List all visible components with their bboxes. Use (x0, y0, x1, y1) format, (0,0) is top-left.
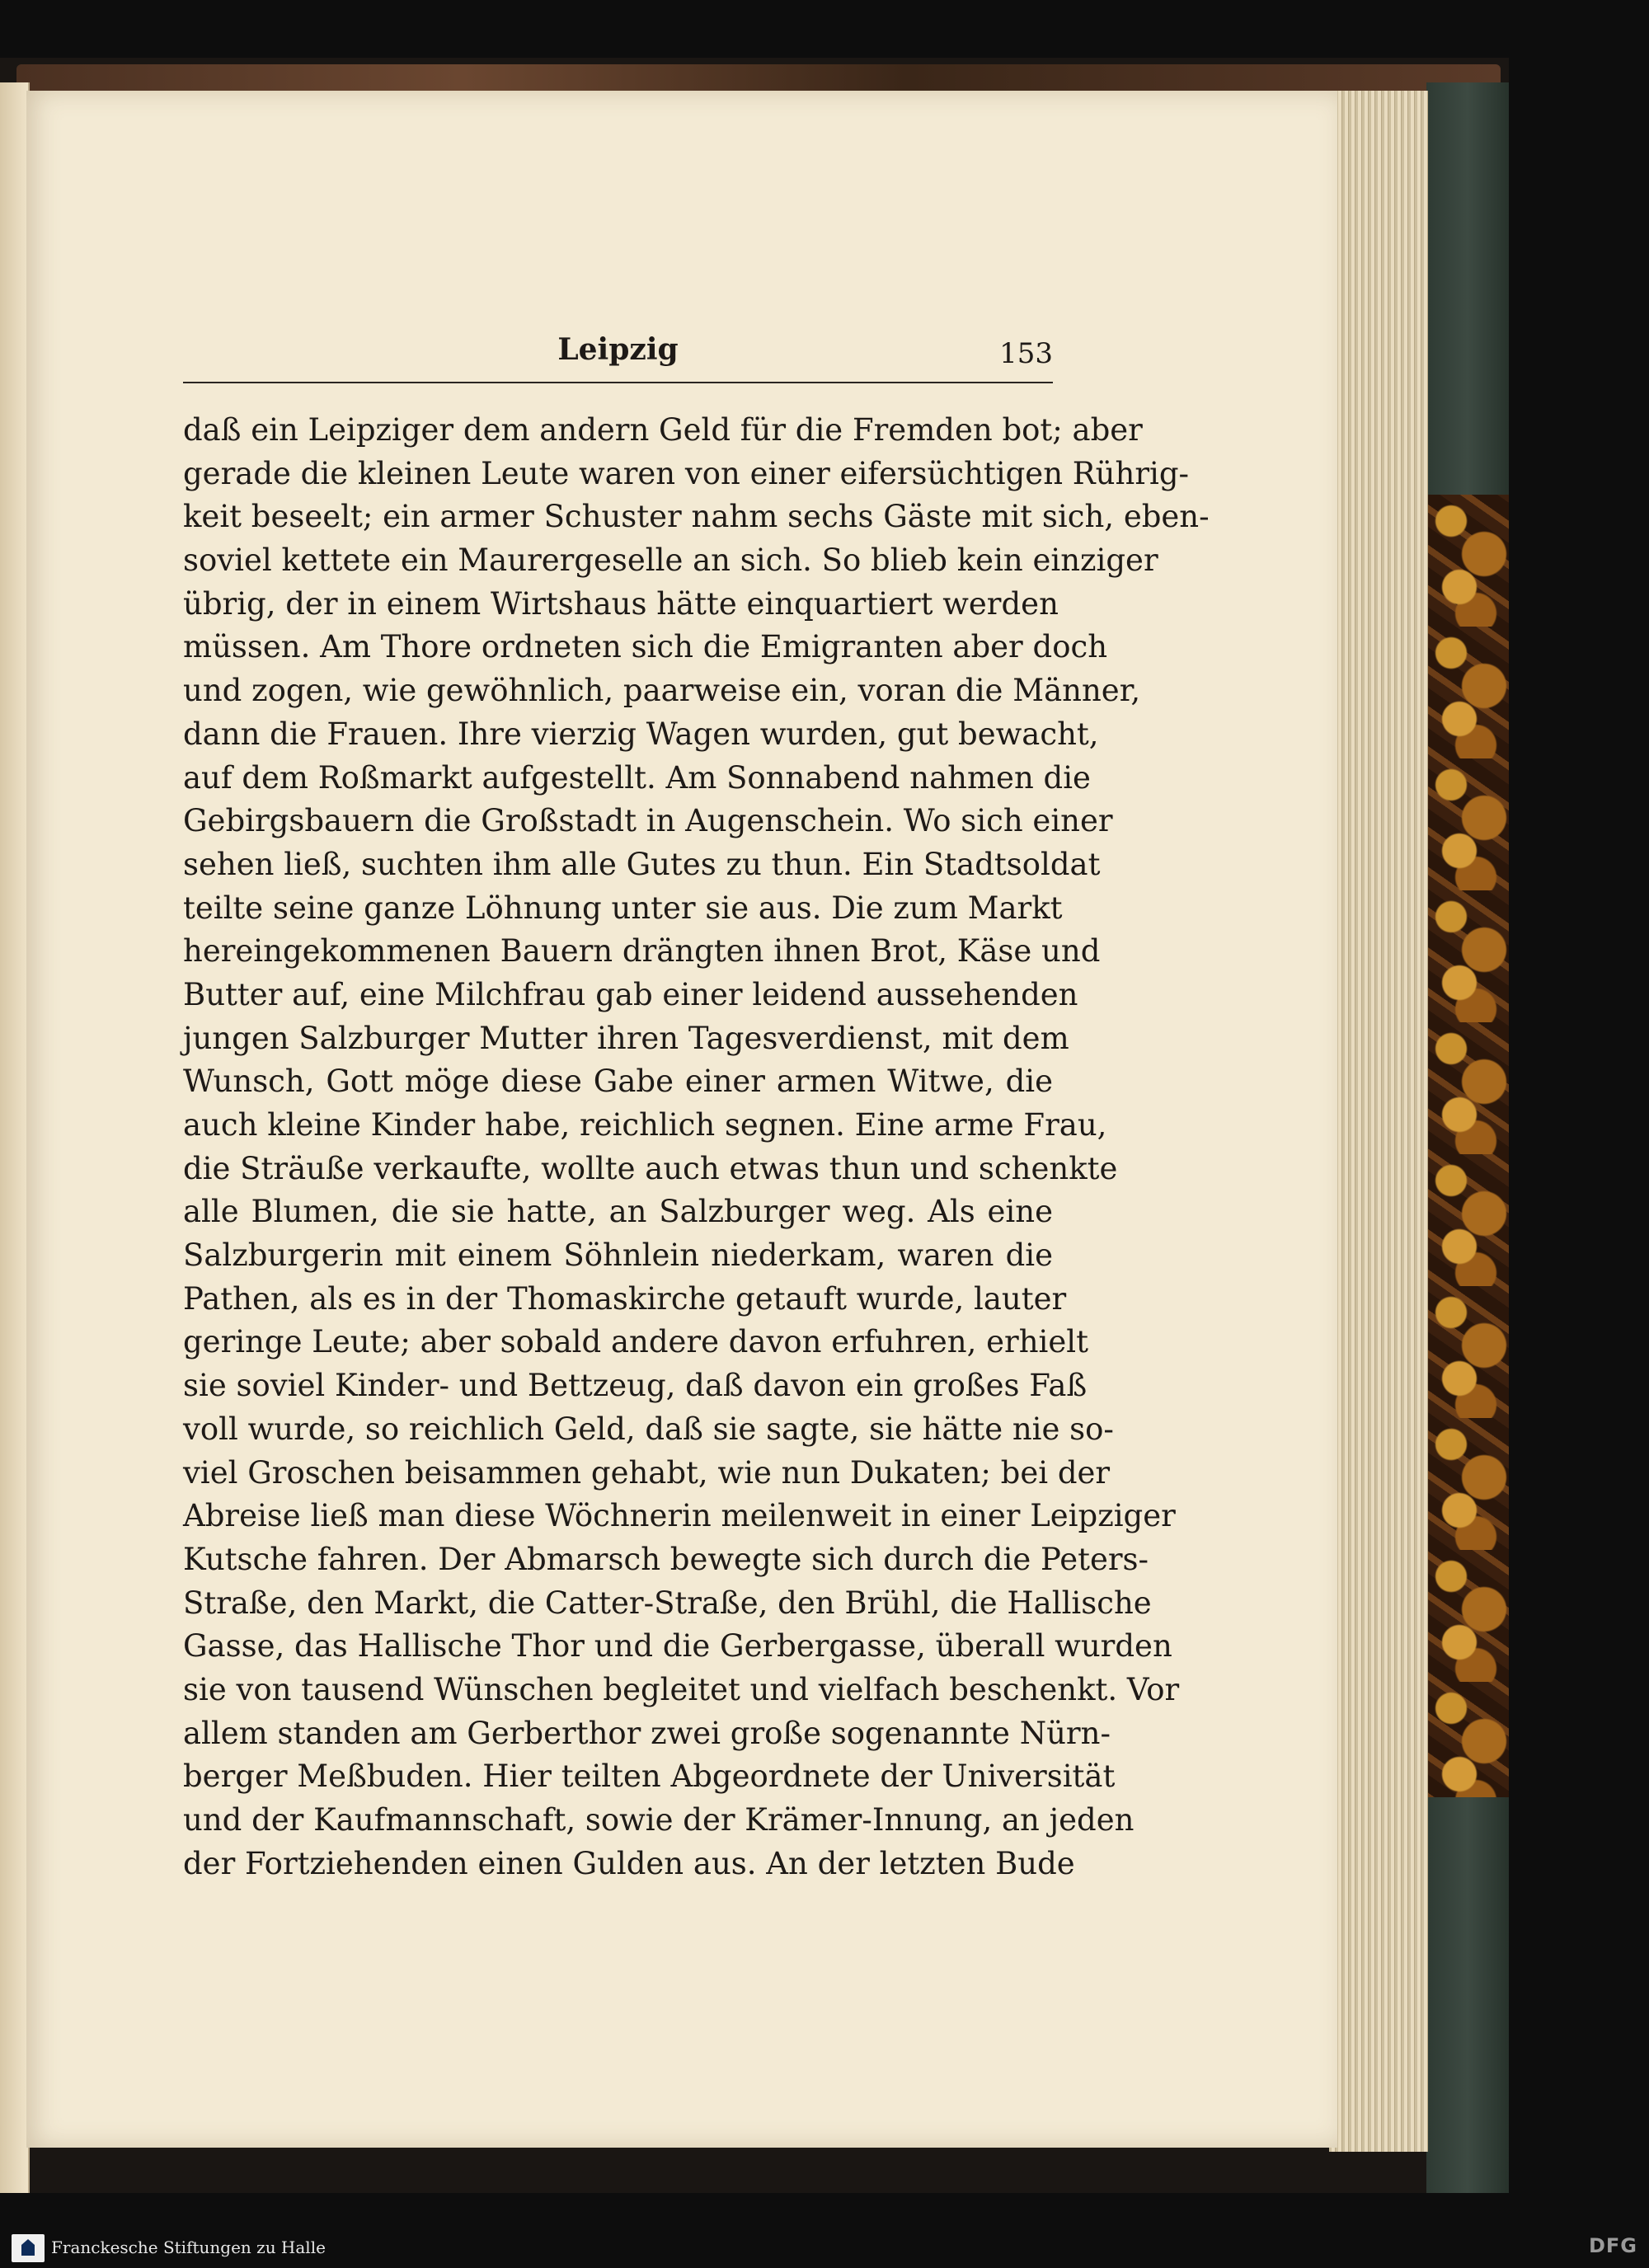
text-line: Abreise ließ man diese Wöchnerin meilenweit in einer Leipziger (183, 1498, 1176, 1534)
text-line: sehen ließ, suchten ihm alle Gutes zu thun. Ein Stadtsoldat (183, 846, 1101, 882)
text-line: auch kleine Kinder habe, reichlich segnen. Eine arme Frau, (183, 1107, 1107, 1143)
text-line: übrig, der in einem Wirtshaus hätte einquartiert werden (183, 585, 1059, 622)
text-line: hereingekommenen Bauern drängten ihnen Brot, Käse und (183, 933, 1101, 970)
body-text (183, 409, 1210, 1885)
viewer-footer-bar (0, 2226, 1649, 2268)
text-line: auf dem Roßmarkt aufgestellt. Am Sonnabend nahmen die (183, 759, 1091, 796)
text-line: die Sträuße verkaufte, wollte auch etwas thun und schenkte (183, 1150, 1118, 1186)
book-spine-lower (1426, 1797, 1509, 2193)
text-line: berger Meßbuden. Hier teilten Abgeordnete der Universität (183, 1759, 1116, 1795)
text-line: alle Blumen, die sie hatte, an Salzburger weg. Als eine (183, 1194, 1053, 1230)
text-line: und zogen, wie gewöhnlich, paarweise ein, voran die Männer, (183, 673, 1141, 709)
text-line: sie von tausend Wünschen begleitet und vielfach beschenkt. Vor (183, 1671, 1180, 1707)
book-spine-upper (1426, 82, 1509, 503)
text-line: müssen. Am Thore ordneten sich die Emigranten aber doch (183, 629, 1108, 665)
text-line: Gebirgsbauern die Großstadt in Augenschein. Wo sich einer (183, 803, 1113, 839)
page-number: 153 (999, 337, 1053, 370)
text-line: voll wurde, so reichlich Geld, daß sie sagte, sie hätte nie so- (183, 1411, 1114, 1447)
text-line: jungen Salzburger Mutter ihren Tagesverdienst, mit dem (183, 1020, 1069, 1056)
marbled-cover-paper (1426, 495, 1509, 1814)
left-page-edge (0, 82, 30, 2193)
text-line: Straße, den Markt, die Catter-Straße, den Brühl, die Hallische (183, 1585, 1152, 1621)
text-line: Gasse, das Hallische Thor und die Gerbergasse, überall wurden (183, 1628, 1172, 1665)
page-block-edge (1329, 91, 1428, 2152)
text-line: allem standen am Gerberthor zwei große sogenannte Nürn- (183, 1715, 1111, 1751)
dfg-logo: DFG (1588, 2234, 1637, 2257)
text-line: gerade die kleinen Leute waren von einer eifersüchtigen Rührig- (183, 455, 1190, 491)
text-line: daß ein Leipziger dem andern Geld für die Fremden bot; aber (183, 412, 1143, 448)
page-header (183, 326, 1053, 383)
text-line: Salzburgerin mit einem Söhnlein niederkam, waren die (183, 1237, 1053, 1274)
text-line: der Fortziehenden einen Gulden aus. An der letzten Bude (183, 1845, 1075, 1881)
text-line: geringe Leute; aber sobald andere davon erfuhren, erhielt (183, 1324, 1088, 1360)
text-line: und der Kaufmannschaft, sowie der Krämer-Innung, an jeden (183, 1802, 1135, 1838)
text-line: soviel kettete ein Maurergeselle an sich. So blieb kein einziger (183, 542, 1158, 579)
text-line: Kutsche fahren. Der Abmarsch bewegte sich durch die Peters- (183, 1541, 1149, 1577)
text-line: Pathen, als es in der Thomaskirche getauft wurde, lauter (183, 1280, 1067, 1317)
francke-foundation-logo-icon (12, 2234, 45, 2262)
text-line: Butter auf, eine Milchfrau gab einer leidend aussehenden (183, 976, 1078, 1012)
text-line: Wunsch, Gott möge diese Gabe einer armen Witwe, die (183, 1064, 1053, 1100)
text-line: sie soviel Kinder- und Bettzeug, daß davon ein großes Faß (183, 1368, 1088, 1404)
text-line: teilte seine ganze Löhnung unter sie aus. Die zum Markt (183, 890, 1063, 926)
text-line: dann die Frauen. Ihre vierzig Wagen wurden, gut bewacht, (183, 716, 1099, 752)
text-line: viel Groschen beisammen gehabt, wie nun Dukaten; bei der (183, 1454, 1111, 1491)
institution-name: Franckesche Stiftungen zu Halle (51, 2237, 326, 2257)
text-line: keit beseelt; ein armer Schuster nahm sechs Gäste mit sich, eben- (183, 499, 1210, 535)
running-title: Leipzig (557, 332, 679, 367)
